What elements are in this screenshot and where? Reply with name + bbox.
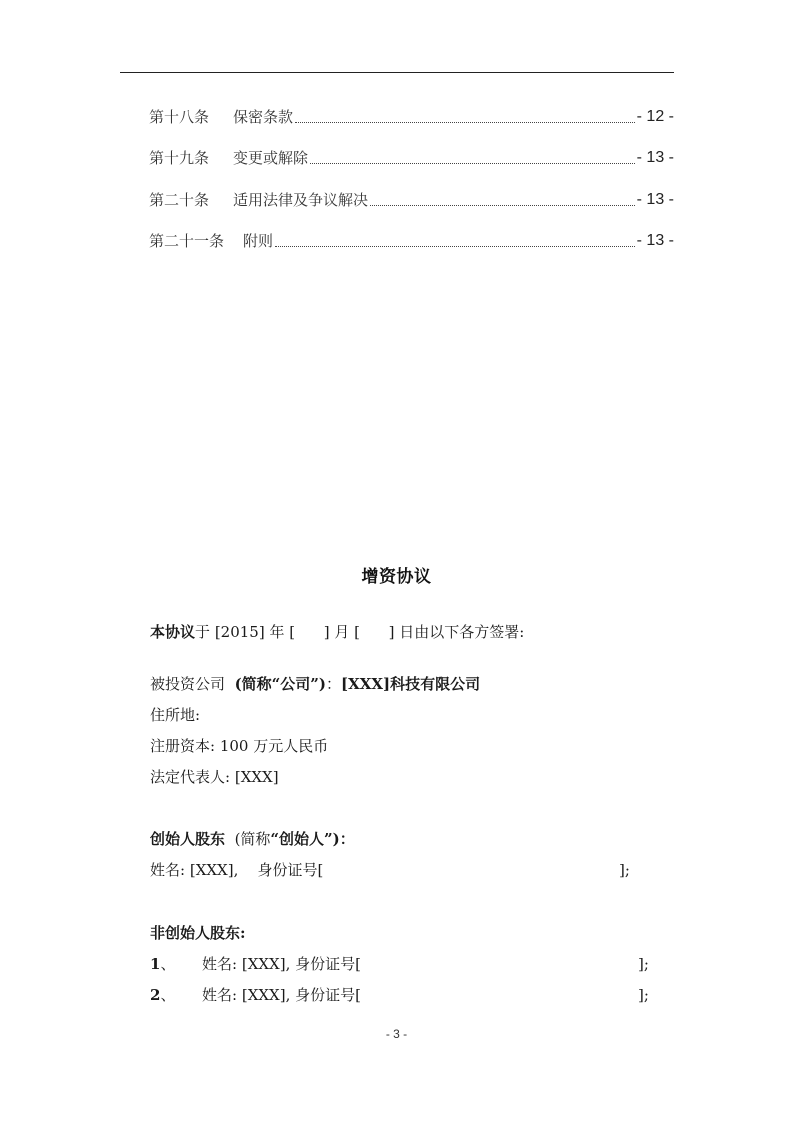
founder-heading: 创始人股东 (简称“创始人”)： bbox=[150, 830, 355, 848]
shareholder-id-end: ]; bbox=[638, 955, 649, 973]
legal-representative-value: [XXX] bbox=[234, 768, 279, 786]
agreement-title: 增资协议 bbox=[361, 567, 432, 587]
page-number: - 3 - bbox=[385, 1027, 408, 1041]
founder-id-end: ]; bbox=[619, 861, 630, 879]
toc-entry-title: 变更或解除 bbox=[233, 149, 309, 168]
header-rule bbox=[120, 72, 674, 73]
company-registered-capital: 注册资本: 100 万元人民币 bbox=[150, 737, 329, 755]
toc-entry-page: - 13 - bbox=[636, 149, 674, 167]
signing-year: [2015] bbox=[214, 623, 265, 641]
shareholder-name: [XXX], bbox=[241, 955, 291, 973]
non-founder-entry: 2、 姓名: [XXX], 身份证号[ bbox=[150, 986, 361, 1004]
non-founder-entry: 1、 姓名: [XXX], 身份证号[ bbox=[150, 955, 361, 973]
toc-entry-title: 附则 bbox=[243, 231, 274, 250]
toc-entry-page: - 13 - bbox=[636, 231, 674, 249]
toc-entry-page: - 13 - bbox=[636, 190, 674, 208]
toc-entry-number: 第二十条 bbox=[149, 190, 210, 209]
toc-entry-number: 第十八条 bbox=[149, 108, 210, 126]
toc-entry-page: - 12 - bbox=[636, 108, 674, 125]
company-name: [XXX]科技有限公司 bbox=[341, 675, 481, 693]
signing-date-line: 本协议于 [2015] 年 [ ] 月 [ ] 日由以下各方签署: bbox=[150, 623, 525, 641]
signing-month: [ ] bbox=[289, 623, 330, 641]
shareholder-name: [XXX], bbox=[241, 986, 291, 1004]
list-number: 1、 bbox=[150, 955, 176, 973]
toc-dot-leader bbox=[275, 229, 635, 253]
toc-dot-leader bbox=[295, 105, 635, 129]
founder-entry: 姓名: [XXX], 身份证号[ bbox=[150, 861, 324, 879]
signing-day: [ ] bbox=[354, 623, 395, 641]
toc-entry[interactable] bbox=[149, 229, 674, 270]
founder-name: [XXX], bbox=[189, 861, 239, 879]
toc-entry-title: 适用法律及争议解决 bbox=[233, 190, 369, 209]
list-number: 2、 bbox=[150, 986, 176, 1004]
toc-dot-leader bbox=[370, 188, 635, 212]
toc-entry-number: 第十九条 bbox=[149, 149, 210, 168]
intro-lead: 本协议 bbox=[150, 623, 196, 641]
toc-entry-title: 保密条款 bbox=[233, 108, 294, 126]
toc-entry-number: 第二十一条 bbox=[149, 231, 225, 250]
non-founder-heading: 非创始人股东: bbox=[150, 924, 246, 942]
registered-capital-value: 100 万元人民币 bbox=[219, 737, 329, 755]
company-label: 被投资公司 bbox=[150, 675, 226, 693]
company-line: 被投资公司 (简称“公司”)：[XXX]科技有限公司 bbox=[150, 675, 481, 693]
toc-entry[interactable] bbox=[149, 188, 674, 229]
table-of-contents bbox=[149, 105, 674, 270]
company-address: 住所地: bbox=[150, 706, 201, 724]
company-legal-representative: 法定代表人: [XXX] bbox=[150, 768, 279, 786]
toc-entry[interactable] bbox=[149, 105, 674, 146]
shareholder-id-end: ]; bbox=[638, 986, 649, 1004]
toc-dot-leader bbox=[310, 146, 635, 170]
toc-entry[interactable] bbox=[149, 146, 674, 187]
